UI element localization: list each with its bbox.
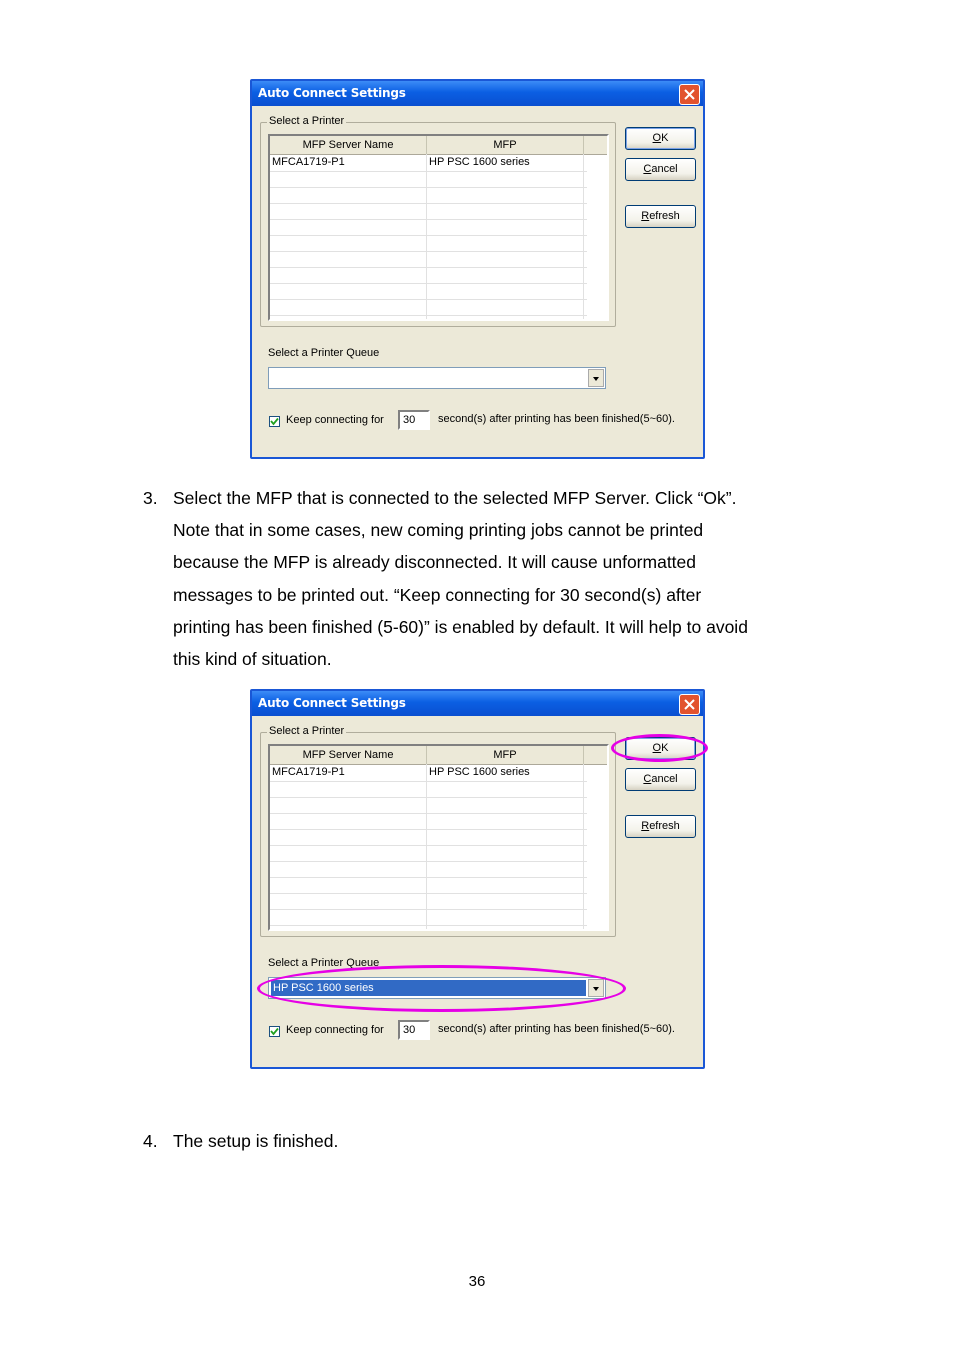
step-text: The setup is finished. — [173, 1131, 339, 1151]
close-icon — [683, 88, 696, 101]
list-header — [270, 746, 607, 765]
seconds-input[interactable]: 30 — [398, 1020, 430, 1040]
row-server-name: MFCA1719-P1 — [272, 766, 345, 778]
column-header-server[interactable]: MFP Server Name — [270, 136, 427, 154]
refresh-button[interactable]: Refresh — [625, 205, 696, 228]
check-icon — [270, 1027, 279, 1036]
close-icon — [683, 698, 696, 711]
title-bar — [252, 81, 703, 106]
column-header-mfp[interactable]: MFP — [427, 136, 584, 154]
list-header — [270, 136, 607, 155]
cancel-button[interactable]: Cancel — [625, 768, 696, 791]
cancel-button[interactable]: Cancel — [625, 158, 696, 181]
step-number: 4. — [143, 1131, 158, 1151]
chevron-down-icon[interactable] — [588, 369, 604, 387]
ok-button[interactable]: OK — [625, 127, 696, 150]
keep-connecting-checkbox[interactable] — [269, 416, 280, 427]
dialog-title: Auto Connect Settings — [258, 696, 406, 710]
keep-connecting-label: Keep connecting for — [286, 1024, 384, 1036]
keep-connecting-checkbox[interactable] — [269, 1026, 280, 1037]
ok-highlight-ellipse — [611, 734, 708, 762]
step-number: 3. — [143, 488, 158, 508]
after-printing-label: second(s) after printing has been finished(5~60). — [438, 413, 675, 425]
group-label: Select a Printer — [269, 115, 345, 127]
group-label: Select a Printer — [269, 725, 345, 737]
queue-value — [271, 370, 586, 386]
ok-button[interactable]: OK — [625, 737, 696, 760]
printer-queue-select[interactable] — [268, 367, 606, 389]
column-header-server[interactable]: MFP Server Name — [270, 746, 427, 764]
queue-value: HP PSC 1600 series — [271, 980, 586, 996]
page-number: 36 — [468, 1273, 486, 1290]
keep-connecting-label: Keep connecting for — [286, 414, 384, 426]
close-button[interactable] — [679, 694, 700, 715]
auto-connect-dialog-initial — [250, 79, 705, 459]
step-text: Select the MFP that is connected to the selected MFP Server. Click “Ok”. Note that in some cases, new coming printing jobs cannot be printed because the MFP is already disconnected. It will cause unformatted messages to be printed out. “Keep connecting for 30 second(s) after printing has been finished (5-60)” is enabled by default. It will help to avoid this kind of situation. — [173, 488, 748, 670]
title-bar — [252, 691, 703, 716]
printer-list[interactable] — [268, 744, 609, 931]
close-button[interactable] — [679, 84, 700, 105]
queue-label: Select a Printer Queue — [268, 347, 380, 359]
auto-connect-dialog-selected — [250, 689, 705, 1069]
queue-label: Select a Printer Queue — [268, 957, 380, 969]
row-mfp: HP PSC 1600 series — [429, 766, 530, 778]
row-mfp: HP PSC 1600 series — [429, 156, 530, 168]
column-header-mfp[interactable]: MFP — [427, 746, 584, 764]
printer-list[interactable] — [268, 134, 609, 321]
refresh-button[interactable]: Refresh — [625, 815, 696, 838]
row-server-name: MFCA1719-P1 — [272, 156, 345, 168]
check-icon — [270, 417, 279, 426]
queue-highlight-ellipse — [257, 965, 626, 1012]
table-row[interactable] — [270, 155, 587, 172]
seconds-input[interactable]: 30 — [398, 410, 430, 430]
dialog-title: Auto Connect Settings — [258, 86, 406, 100]
table-row[interactable] — [270, 765, 587, 782]
after-printing-label: second(s) after printing has been finished(5~60). — [438, 1023, 675, 1035]
